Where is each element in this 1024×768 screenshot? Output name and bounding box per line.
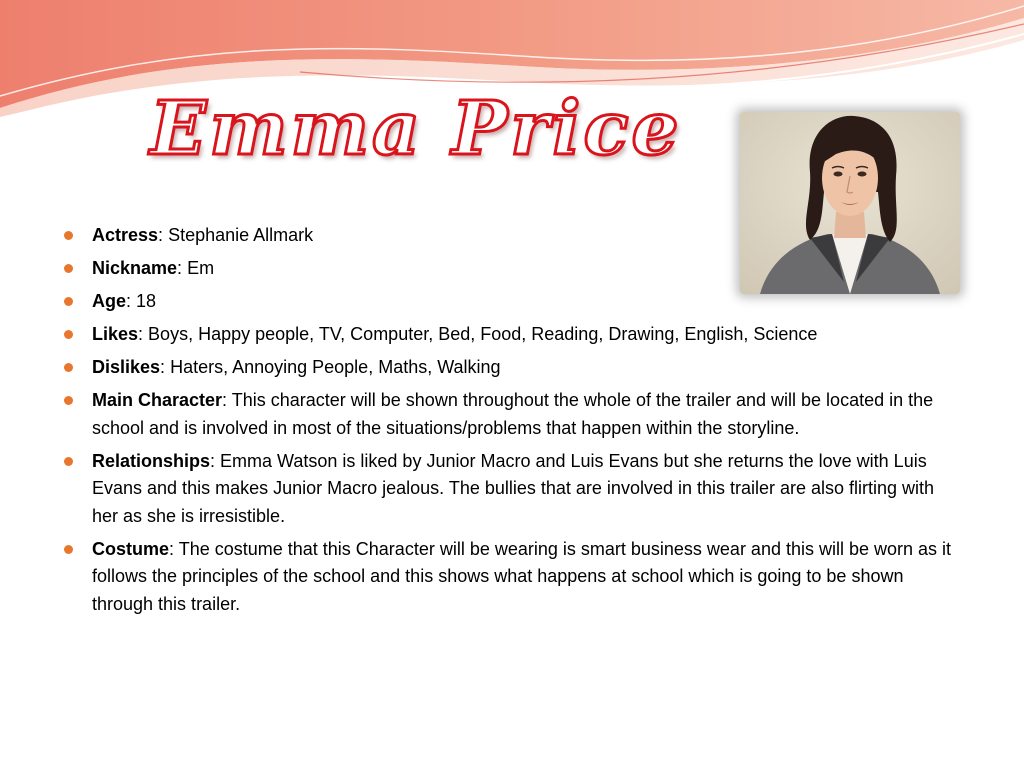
detail-item-main-character <box>62 387 962 442</box>
detail-separator: : <box>138 324 144 344</box>
detail-separator: : <box>222 390 228 410</box>
detail-text: 18 <box>131 291 157 311</box>
character-details-list <box>62 222 962 624</box>
detail-label: Age <box>92 291 127 311</box>
bullet-dot-icon <box>64 264 73 273</box>
detail-separator: : <box>210 450 216 471</box>
detail-separator: : <box>177 258 183 278</box>
detail-item-relationships <box>62 448 962 531</box>
detail-label: Nickname <box>92 258 178 278</box>
detail-separator: : <box>169 538 175 559</box>
detail-label: Relationships <box>92 450 211 471</box>
bullet-dot-icon <box>64 457 73 466</box>
detail-label: Costume <box>92 538 170 559</box>
detail-text: Emma Watson is liked by Junior Macro and Luis Evans but she returns the love with Luis Evans and this makes Junior Macro jealous. The bullies that are involved in this trailer are also flirting with her as she is irresistible. <box>92 450 935 526</box>
detail-item-costume <box>62 536 962 619</box>
detail-item-actress <box>62 222 962 250</box>
detail-text: The costume that this Character will be wearing is smart business wear and this will be worn as it follows the principles of the school and this shows what happens at school which is going to be shown through this trailer. <box>92 538 952 614</box>
bullet-dot-icon <box>64 363 73 372</box>
detail-text: Boys, Happy people, TV, Computer, Bed, Food, Reading, Drawing, English, Science <box>143 324 818 344</box>
detail-item-dislikes <box>62 354 962 382</box>
bullet-dot-icon <box>64 396 73 405</box>
detail-separator: : <box>158 225 164 245</box>
detail-item-age <box>62 288 962 316</box>
detail-text: Stephanie Allmark <box>163 225 314 245</box>
page-title: Emma Price <box>150 86 682 172</box>
detail-separator: : <box>160 357 166 377</box>
bullet-dot-icon <box>64 545 73 554</box>
detail-label: Main Character <box>92 390 223 410</box>
detail-text: Haters, Annoying People, Maths, Walking <box>165 357 501 377</box>
bullet-dot-icon <box>64 330 73 339</box>
detail-label: Dislikes <box>92 357 161 377</box>
detail-text: Em <box>182 258 215 278</box>
detail-separator: : <box>126 291 132 311</box>
detail-label: Actress <box>92 225 159 245</box>
detail-text: This character will be shown throughout the whole of the trailer and will be located in the school and is involved in most of the situations/problems that happen within the storyline. <box>92 390 934 438</box>
detail-item-likes <box>62 321 962 349</box>
bullet-dot-icon <box>64 231 73 240</box>
bullet-dot-icon <box>64 297 73 306</box>
detail-label: Likes <box>92 324 139 344</box>
detail-item-nickname <box>62 255 962 283</box>
